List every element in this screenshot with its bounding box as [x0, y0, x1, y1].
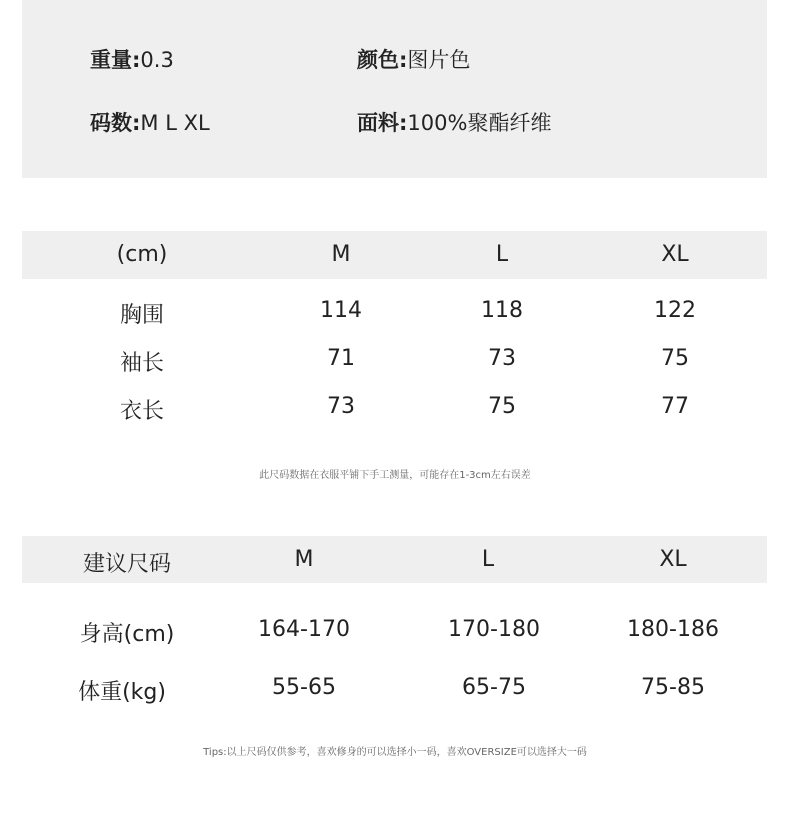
- measure-note: 此尺码数据在衣服平铺下手工测量，可能存在1-3cm左右误差: [259, 470, 531, 481]
- measure-header-m: M: [331, 242, 351, 267]
- weight-label: 重量:: [90, 48, 141, 72]
- suggest-row-label: 身高(cm): [79, 622, 175, 647]
- weight-info: [90, 44, 174, 74]
- measure-cell: 73: [327, 394, 355, 419]
- measure-header-xl: XL: [661, 242, 689, 267]
- suggest-cell: 55-65: [272, 675, 336, 700]
- measure-header-l: L: [495, 242, 509, 267]
- weight-value: 0.3: [140, 48, 174, 72]
- suggest-header-xl: XL: [659, 547, 687, 572]
- measure-cell: 114: [320, 298, 362, 323]
- suggest-cell: 164-170: [258, 617, 350, 642]
- fabric-value: 100%聚酯纤维: [407, 111, 552, 135]
- measure-header-unit: (cm): [116, 242, 168, 267]
- suggest-header-l: L: [481, 547, 495, 572]
- measure-row-label: 衣长: [119, 399, 165, 424]
- suggest-cell: 65-75: [462, 675, 526, 700]
- color-label: 颜色:: [357, 48, 408, 72]
- tips-note: Tips:以上尺码仅供参考，喜欢修身的可以选择小一码，喜欢OVERSIZE可以选择大一码: [203, 747, 587, 758]
- sizes-info: [90, 107, 210, 137]
- measure-cell: 73: [488, 346, 516, 371]
- product-info-panel: [22, 0, 767, 178]
- measure-row-label: 袖长: [119, 351, 165, 376]
- suggest-row-label: 体重(kg): [78, 680, 166, 705]
- measure-cell: 75: [661, 346, 689, 371]
- sizes-label: 码数:: [90, 111, 141, 135]
- measure-cell: 118: [481, 298, 523, 323]
- measure-row-label: 胸围: [119, 303, 165, 328]
- measure-cell: 71: [327, 346, 355, 371]
- suggest-header-label: 建议尺码: [82, 552, 172, 577]
- suggest-cell: 170-180: [448, 617, 540, 642]
- measure-cell: 122: [654, 298, 696, 323]
- fabric-info: [357, 107, 551, 137]
- suggest-header-m: M: [294, 547, 314, 572]
- fabric-label: 面料:: [357, 111, 408, 135]
- sizes-value: M L XL: [140, 111, 210, 135]
- suggest-cell: 75-85: [641, 675, 705, 700]
- measure-cell: 77: [661, 394, 689, 419]
- color-info: [357, 44, 470, 74]
- measure-cell: 75: [488, 394, 516, 419]
- suggest-cell: 180-186: [627, 617, 719, 642]
- color-value: 图片色: [407, 48, 471, 72]
